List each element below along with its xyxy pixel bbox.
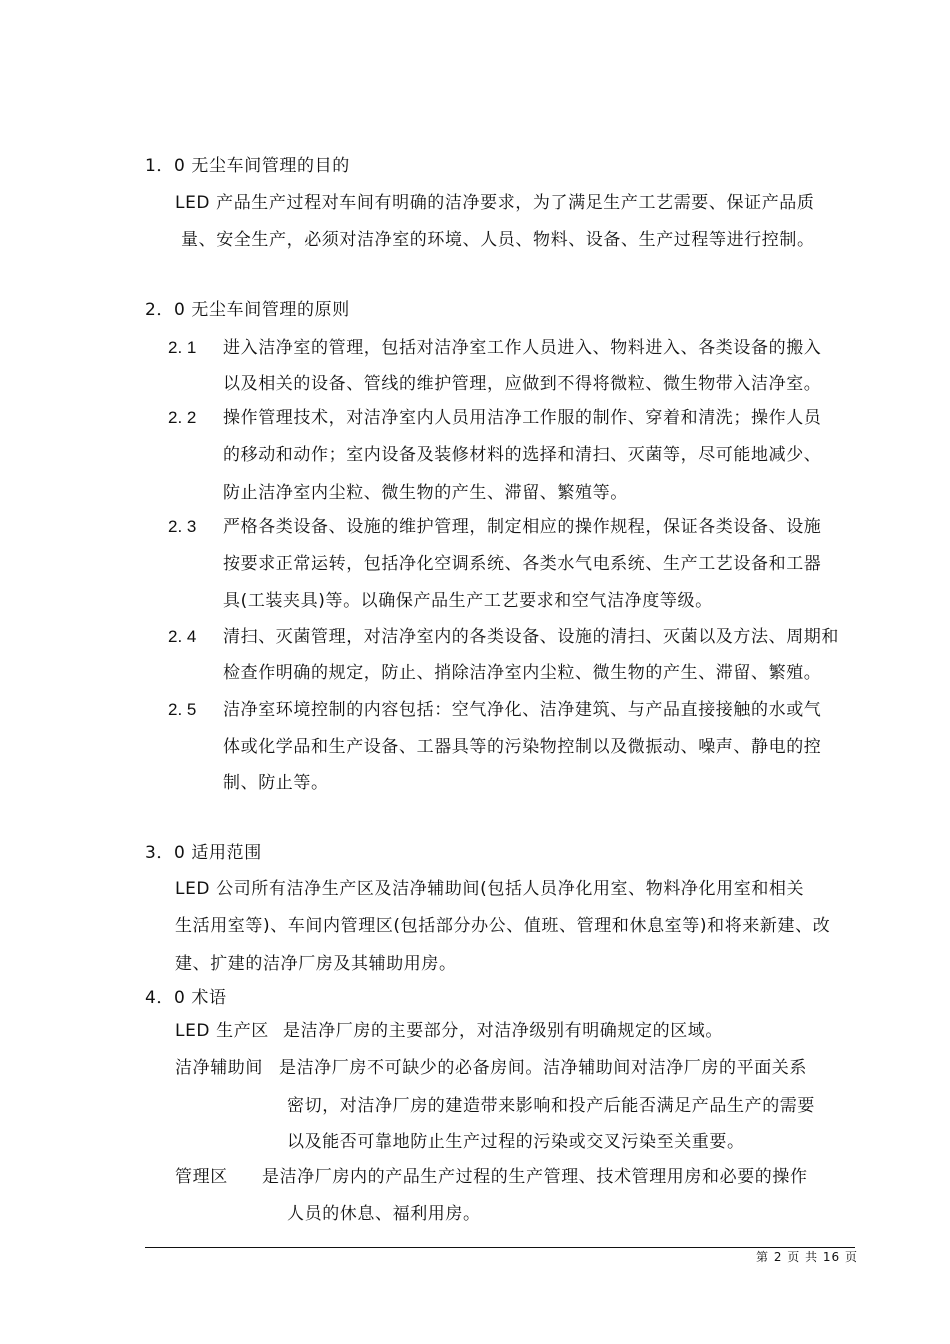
item-line: 进入洁净室的管理，包括对洁净室工作人员进入、物料进入、各类设备的搬入 <box>223 338 822 358</box>
item-line: 以及相关的设备、管线的维护管理，应做到不得将微粒、微生物带入洁净室。 <box>223 374 822 394</box>
section-heading: 3．0 适用范围 <box>145 843 262 863</box>
paragraph-line: 量、安全生产，必须对洁净室的环境、人员、物料、设备、生产过程等进行控制。 <box>181 230 815 250</box>
item-line: 的移动和动作；室内设备及装修材料的选择和清扫、灭菌等，尽可能地减少、 <box>223 445 822 465</box>
term-label: 洁净辅助间 <box>175 1058 263 1078</box>
item-number: 2. 5 <box>168 700 197 719</box>
item-line: 检查作明确的规定，防止、捎除洁净室内尘粒、微生物的产生、滞留、繁殖。 <box>223 663 822 683</box>
paragraph-line: LED 产品生产过程对车间有明确的洁净要求，为了满足生产工艺需要、保证产品质 <box>175 193 815 213</box>
item-number: 2. 3 <box>168 517 197 536</box>
section-heading: 4．0 术语 <box>145 988 227 1008</box>
page-number-label: 第 2 页 共 16 页 <box>756 1250 858 1264</box>
footer-divider <box>145 1247 855 1248</box>
item-line: 严格各类设备、设施的维护管理，制定相应的操作规程，保证各类设备、设施 <box>223 517 822 537</box>
section-heading: 1．0 无尘车间管理的目的 <box>145 156 350 176</box>
item-line: 洁净室环境控制的内容包括：空气净化、洁净建筑、与产品直接接触的水或气 <box>223 700 822 720</box>
item-line: 防止洁净室内尘粒、微生物的产生、滞留、繁殖等。 <box>223 483 628 503</box>
term-definition: 以及能否可靠地防止生产过程的污染或交叉污染至关重要。 <box>287 1132 745 1152</box>
paragraph-line: 生活用室等)、车间内管理区(包括部分办公、值班、管理和休息室等)和将来新建、改 <box>175 916 831 936</box>
item-line: 按要求正常运转，包括净化空调系统、各类水气电系统、生产工艺设备和工器 <box>223 554 822 574</box>
term-label: LED 生产区 <box>175 1021 269 1041</box>
item-number: 2. 1 <box>168 338 197 357</box>
item-number: 2. 2 <box>168 408 197 427</box>
item-line: 具(工装夹具)等。以确保产品生产工艺要求和空气洁净度等级。 <box>223 591 713 611</box>
item-line: 体或化学品和生产设备、工器具等的污染物控制以及微振动、噪声、静电的控 <box>223 737 822 757</box>
item-number: 2. 4 <box>168 627 197 646</box>
section-heading: 2．0 无尘车间管理的原则 <box>145 300 350 320</box>
term-definition: 是洁净厂房内的产品生产过程的生产管理、技术管理用房和必要的操作 <box>262 1167 808 1187</box>
paragraph-line: 建、扩建的洁净厂房及其辅助用房。 <box>175 954 457 974</box>
term-label: 管理区 <box>175 1167 228 1187</box>
term-definition: 密切，对洁净厂房的建造带来影响和投产后能否满足产品生产的需要 <box>287 1096 815 1116</box>
item-line: 制、防止等。 <box>223 773 329 793</box>
item-line: 操作管理技术，对洁净室内人员用洁净工作服的制作、穿着和清洗；操作人员 <box>223 408 822 428</box>
term-definition: 人员的休息、福利用房。 <box>287 1204 481 1224</box>
paragraph-line: LED 公司所有洁净生产区及洁净辅助间(包括人员净化用室、物料净化用室和相关 <box>175 879 805 899</box>
term-definition: 是洁净厂房的主要部分，对洁净级别有明确规定的区域。 <box>283 1021 723 1041</box>
item-line: 清扫、灭菌管理，对洁净室内的各类设备、设施的清扫、灭菌以及方法、周期和 <box>223 627 839 647</box>
term-definition: 是洁净厂房不可缺少的必备房间。洁净辅助间对洁净厂房的平面关系 <box>279 1058 807 1078</box>
